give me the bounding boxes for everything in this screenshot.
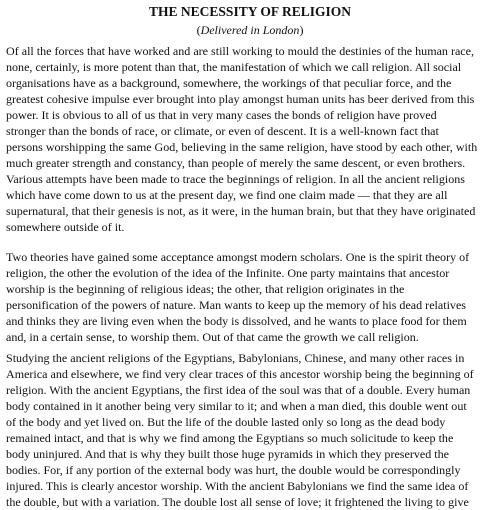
text-line: supernatural, that their genesis is not, as it were, in the human brain, but that they have originated	[6, 204, 476, 218]
text-line: greatest cohesive impulse ever brought into play amongst human units has beer derived from this	[6, 92, 475, 106]
text-line: remained intact, and that is why we find among the Egyptians so much solicitude to keep the	[6, 431, 454, 445]
paragraph-2	[6, 249, 498, 345]
document-title: THE NECESSITY OF RELIGION	[149, 4, 351, 19]
text-line: which have come down to us at the present day, we find one claim made — that they are all	[6, 188, 448, 202]
text-line: America and elsewhere, we find very clear traces of this ancestor worship being the beginning of	[6, 367, 474, 381]
text-line: none, certainly, is more potent than that, the manifestation of which we call religion. All social	[6, 60, 462, 74]
text-line: injured. This is clearly ancestor worship. With the ancient Babylonians we find the same idea of	[6, 479, 469, 493]
paragraph-1	[6, 43, 498, 235]
text-line: body contained in it another being very similar to it; and when a man died, this double went out	[6, 399, 467, 413]
document-subtitle	[0, 22, 500, 38]
text-line: the double, but with a variation. The double lost all sense of love; it frightened the living to give	[6, 495, 469, 509]
text-line: and, in a certain sense, to worship them. Out of that came the growth we call religion.	[6, 330, 419, 344]
text-line: power. It is obvious to all of us that in very many cases the bonds of religion have proved	[6, 108, 437, 122]
text-line: persons worshipping the same God, believing in the same religion, have stood by each other, with	[6, 140, 478, 154]
text-line: religion. With the ancient Egyptians, the first idea of the soul was that of a double. Every human	[6, 383, 471, 397]
text-line: somewhere outside of it.	[6, 220, 125, 234]
text-line: body uninjured. And that is why they built those huge pyramids in which they preserved the	[6, 447, 449, 461]
subtitle-text: Delivered in London	[200, 23, 300, 37]
text-line: and thinks they are living even when the body is dissolved, and he wants to place food for them	[6, 314, 467, 328]
text-line: much greater strength and constancy, than people of merely the same descent, or even brothers.	[6, 156, 466, 170]
text-line: Studying the ancient religions of the Egyptians, Babylonians, Chinese, and many other races in	[6, 351, 465, 365]
text-line: bodies. For, if any portion of the external body was hurt, the double would be correspondingly	[6, 463, 461, 477]
subtitle-open-paren: (	[196, 23, 201, 37]
text-line: religion, the other the evolution of the idea of the Infinite. One party maintains that ancestor	[6, 266, 450, 280]
text-line: Various attempts have been made to trace the beginnings of religion. In all the ancient religions	[6, 172, 465, 186]
text-line: Of all the forces that have worked and are still working to mould the destinies of the human race,	[6, 44, 475, 58]
paragraph-3	[6, 350, 498, 510]
text-line: personification of the powers of nature. Man wants to keep up the memory of his dead relatives	[6, 298, 466, 312]
text-line: worship is the beginning of religious ideas; the other, that religion originates in the	[6, 282, 405, 296]
text-line: stronger than the bonds of race, or climate, or even of descent. It is a well-known fact that	[6, 124, 439, 138]
text-line: organisations have as a background, somewhere, the workings of that peculiar force, and the	[6, 76, 452, 90]
text-line: of the body and yet lived on. But the life of the double lasted only so long as the dead body	[6, 415, 446, 429]
text-line: Two theories have gained some acceptance amongst modern scholars. One is the spirit theory of	[6, 250, 470, 264]
subtitle-close-paren: )	[299, 23, 304, 37]
